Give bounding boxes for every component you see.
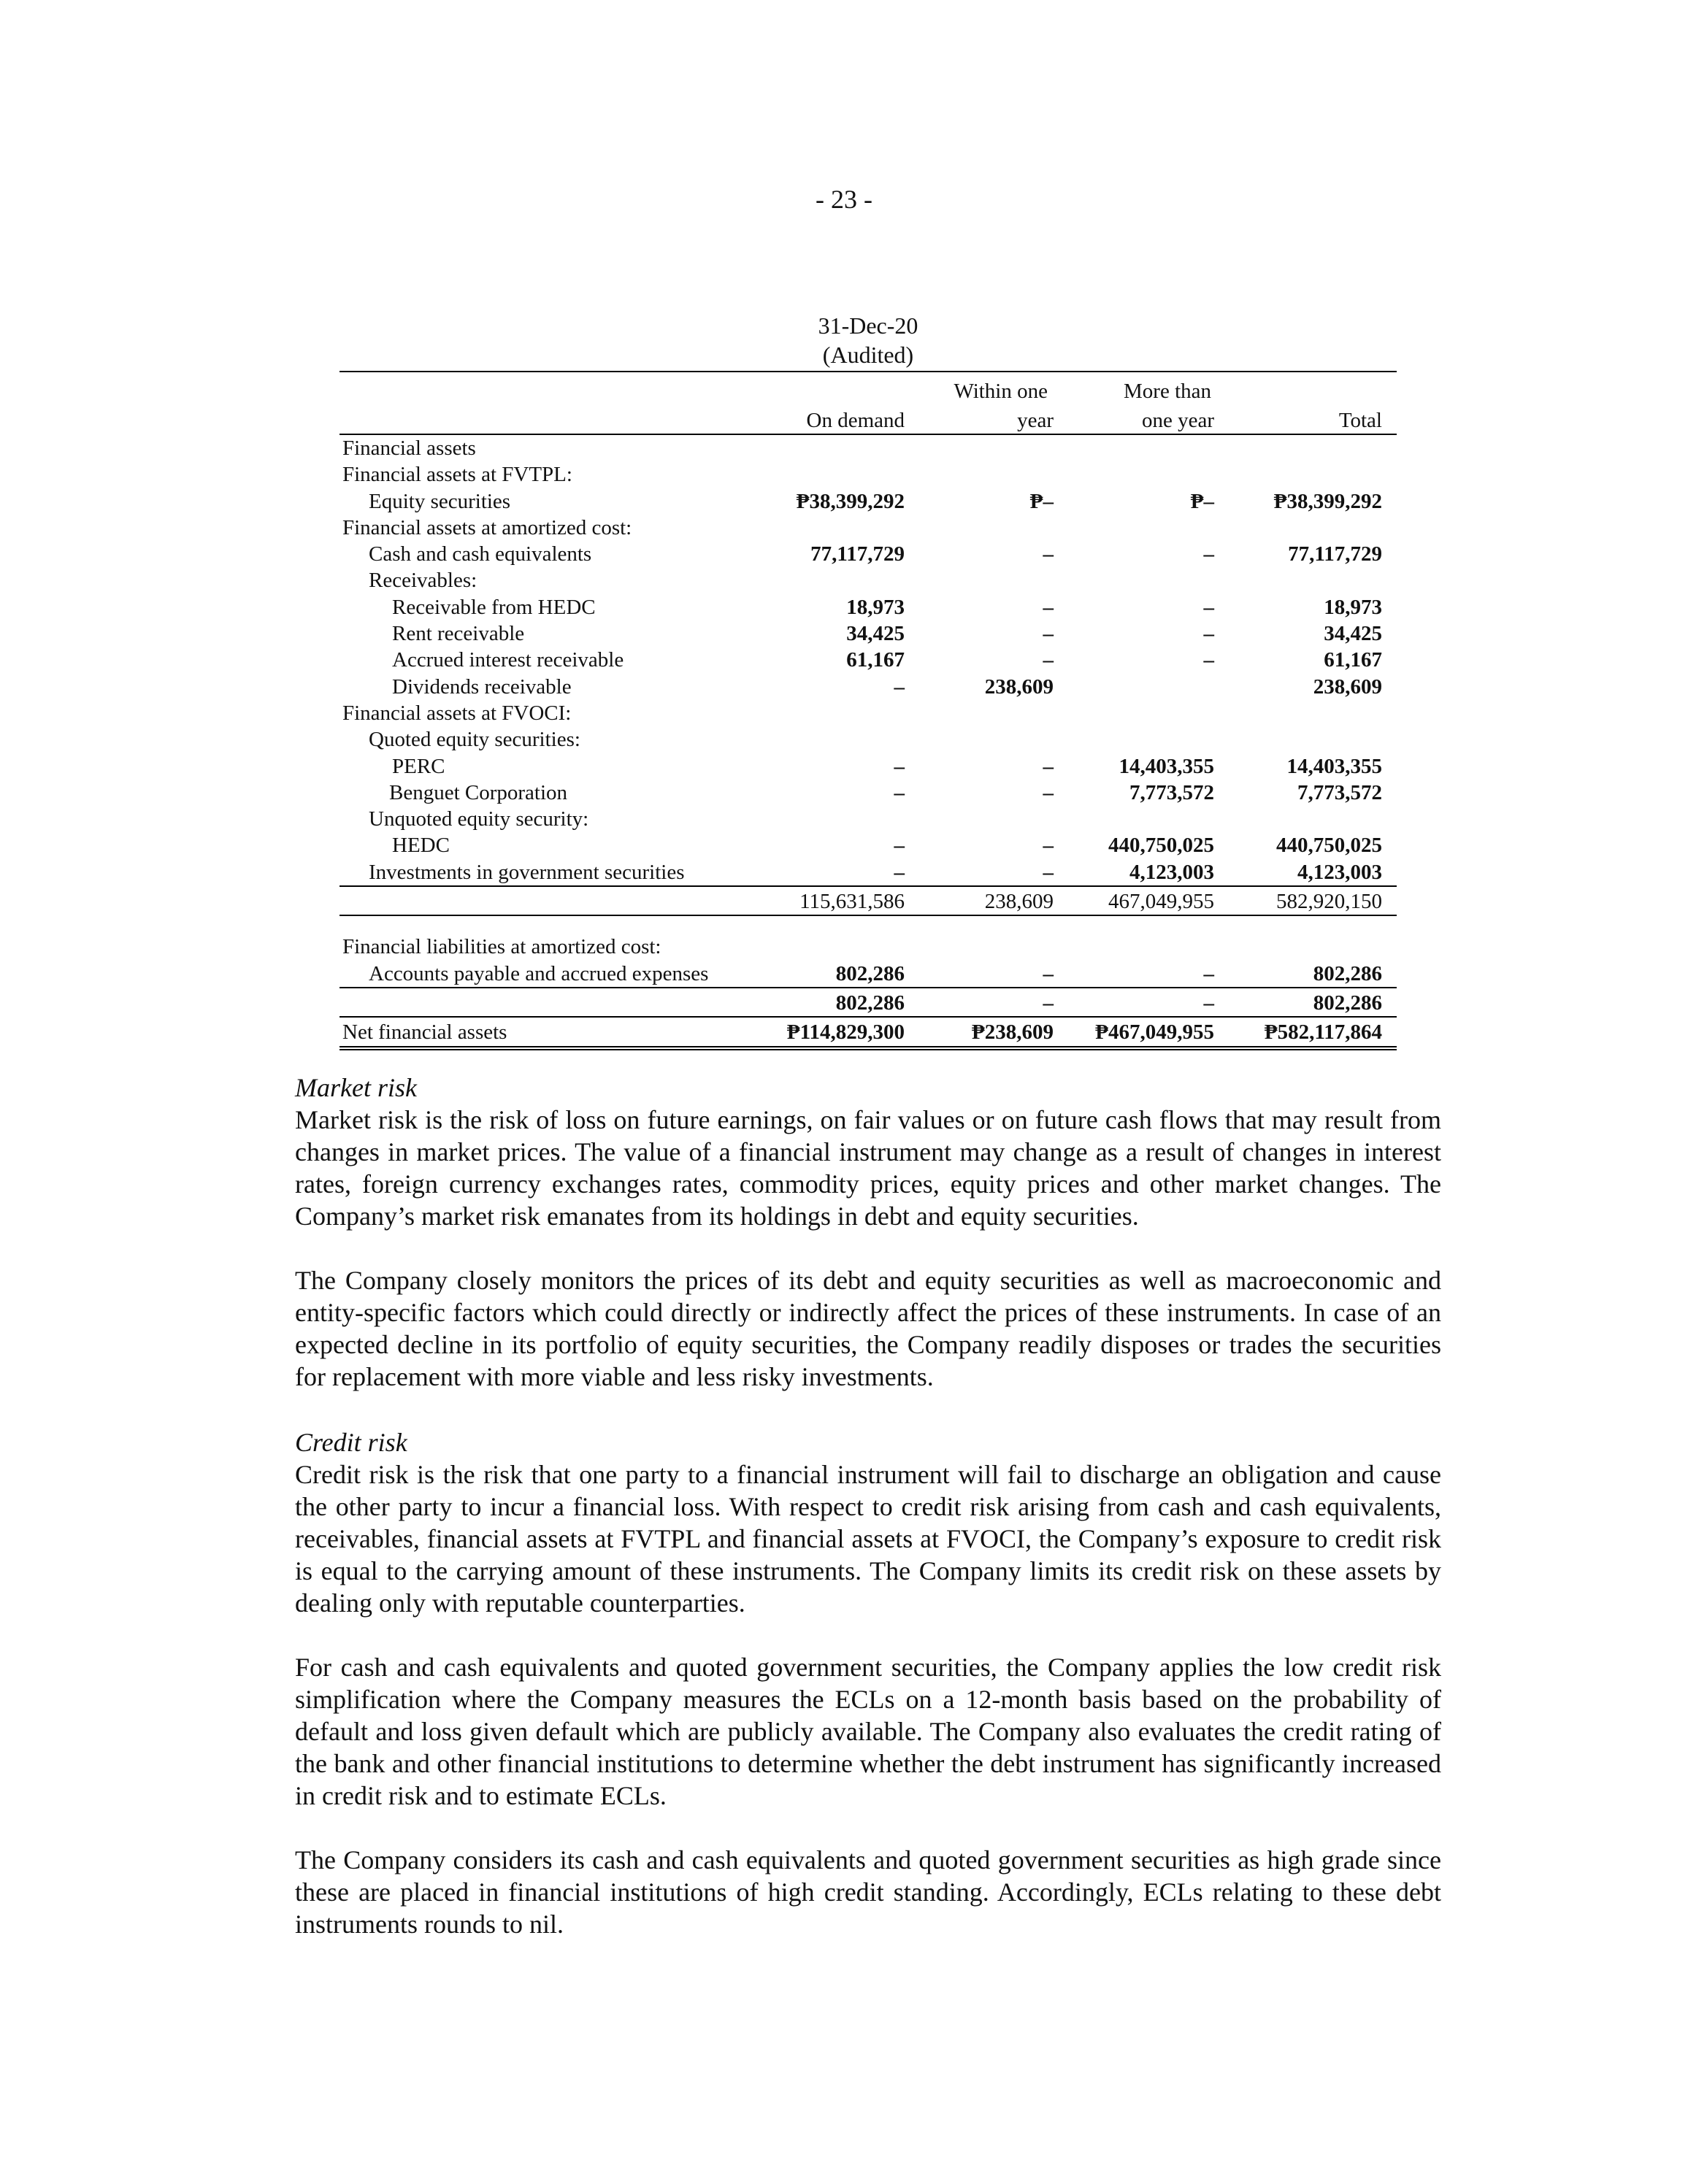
cell-total: 77,117,729 [1288,542,1382,566]
row-label: Cash and cash equivalents [369,542,592,566]
liabilities-total: 802,286 [1313,961,1382,985]
page-number: - 23 - [816,185,872,214]
cell-on-demand: – [894,860,905,884]
assets-total-more-than: 467,049,955 [1108,890,1214,914]
liab-total-total: 802,286 [1313,991,1382,1015]
cell-within-one: – [1043,754,1054,778]
table-row [339,832,1397,858]
liabilities-label: Accounts payable and accrued expenses [369,961,709,985]
cell-on-demand: – [894,754,905,778]
cell-on-demand: – [894,780,905,804]
table-row [339,806,1397,832]
liab-total-more-than: – [1203,991,1214,1015]
credit-risk-paragraph-1: Credit risk is the risk that one party to a financial instrument will fail to discharge an obligation and cause the other party to incur a financial loss. With respect to credit risk arising from cash and cash equivalents, receivables, financial assets at FVTPL and financial assets at FVOCI, the Company’s exposure to credit risk is equal to the carrying amount of these instruments. The Company limits its credit risk on these assets by dealing only with reputable counterparties. [295,1460,1441,1618]
market-risk-paragraph-1: Market risk is the risk of loss on future earnings, on fair values or on future cash flows that may result from changes in market prices. The value of a financial instrument may change as a result of changes in interest rates, foreign currency exchanges rates, commodity prices, equity prices and other market changes. The Company’s market risk emanates from its holdings in debt and equity securities. [295,1105,1441,1231]
period-label: 31-Dec-20 [818,312,918,339]
cell-more-than: – [1203,542,1214,566]
header-more-than-1: More than [1124,380,1211,403]
table-row [339,700,1397,726]
assets-total-row [339,888,1397,915]
net-total: ₱582,117,864 [1264,1020,1382,1045]
credit-risk-section [295,1426,1441,1940]
table-row [339,726,1397,753]
table-row [339,515,1397,541]
table-row [339,594,1397,620]
row-label: Benguet Corporation [389,780,568,804]
net-row [339,1019,1397,1045]
header-rule [339,371,1397,372]
net-within-one: ₱238,609 [972,1020,1054,1045]
header-within-one-2: year [1017,409,1054,432]
cell-within-one: – [1043,834,1054,858]
cell-on-demand: 77,117,729 [810,542,905,566]
credit-risk-heading: Credit risk [295,1428,407,1457]
market-risk-section [295,1072,1441,1393]
cell-total: 18,973 [1324,595,1382,619]
row-label: Accrued interest receivable [392,648,624,672]
row-label: Rent receivable [392,622,525,646]
cell-on-demand: ₱38,399,292 [796,489,905,513]
market-risk-paragraph-2: The Company closely monitors the prices of its debt and equity securities as well as macroeconomic and entity-specific factors which could directly or indirectly affect the prices of these instruments. In case of an expected decline in its portfolio of equity securities, the Company readily disposes or trades the securities for replacement with more viable and less risky investments. [295,1266,1441,1391]
assets-total-total: 582,920,150 [1276,890,1382,914]
cell-on-demand: 18,973 [846,595,905,619]
row-label: HEDC [392,834,450,858]
cell-total: 238,609 [1313,674,1382,699]
cell-within-one: – [1043,622,1054,646]
liabilities-within-one: – [1043,961,1054,985]
audited-label: (Audited) [822,342,914,368]
row-label: Dividends receivable [392,674,572,699]
cell-total: 440,750,025 [1276,834,1382,858]
net-label: Net financial assets [342,1020,507,1045]
cell-on-demand: 61,167 [846,648,905,672]
row-label: Receivable from HEDC [392,595,596,619]
table-row [339,488,1397,515]
cell-total: 7,773,572 [1297,780,1382,804]
table-row [339,674,1397,700]
table-row [339,859,1397,885]
assets-total-within-one: 238,609 [984,890,1054,914]
liabilities-more-than: – [1203,961,1214,985]
cell-within-one: – [1043,542,1054,566]
cell-within-one: – [1043,648,1054,672]
net-on-demand: ₱114,829,300 [786,1020,905,1045]
row-label: Financial assets at amortized cost: [342,515,632,539]
liabilities-heading-row [339,934,1397,960]
cell-more-than: – [1203,648,1214,672]
table-row [339,620,1397,647]
table-row [339,780,1397,806]
cell-within-one: – [1043,780,1054,804]
row-label: PERC [392,754,445,778]
liabilities-heading: Financial liabilities at amortized cost: [342,935,661,959]
credit-risk-paragraph-3: The Company considers its cash and cash equivalents and quoted government securities as high grade since these are placed in financial institutions of high credit standing. Accordingly, ECLs relating to these debt instruments rounds to nil. [295,1845,1441,1939]
cell-within-one: ₱– [1029,489,1054,513]
cell-total: 61,167 [1324,648,1382,672]
cell-on-demand: – [894,674,905,699]
liab-total-on-demand: 802,286 [835,991,905,1015]
cell-on-demand: – [894,834,905,858]
credit-risk-paragraph-2: For cash and cash equivalents and quoted government securities, the Company applies the low credit risk simplification where the Company measures the ECLs on a 12-month basis based on the probability of default and loss given default which are publicly available. The Company also evaluates the credit rating of the bank and other financial institutions to determine whether the debt instrument has significantly increased in credit risk and to estimate ECLs. [295,1653,1441,1810]
cell-more-than: 7,773,572 [1129,780,1214,804]
row-label: Unquoted equity security: [369,807,589,831]
assets-total-rule [339,915,1397,918]
row-label: Financial assets [342,437,476,460]
table-row [339,567,1397,593]
table-header [339,312,1397,435]
cell-more-than: 440,750,025 [1108,834,1214,858]
row-label: Financial assets at FVTPL: [342,463,572,487]
cell-total: 14,403,355 [1286,754,1382,778]
header-within-one-1: Within one [954,380,1048,403]
cell-total: ₱38,399,292 [1273,489,1382,513]
cell-more-than: – [1203,622,1214,646]
liabilities-total-row [339,990,1397,1016]
cell-more-than: 14,403,355 [1119,754,1214,778]
financial-assets-table [339,312,1397,1050]
cell-more-than: – [1203,595,1214,619]
liabilities-on-demand: 802,286 [835,961,905,985]
row-label: Receivables: [369,569,477,593]
row-label: Equity securities [369,489,511,513]
cell-within-one: 238,609 [984,674,1054,699]
net-double-rule [339,1046,1397,1050]
market-risk-heading: Market risk [295,1073,417,1102]
assets-total-on-demand: 115,631,586 [799,890,905,914]
table-row [339,753,1397,780]
row-label: Investments in government securities [369,860,685,884]
cell-more-than: 4,123,003 [1129,860,1214,884]
header-total: Total [1338,409,1382,432]
row-label: Financial assets at FVOCI: [342,701,572,725]
header-on-demand: On demand [806,409,905,432]
cell-on-demand: 34,425 [846,622,905,646]
table-row [339,461,1397,488]
liab-total-within-one: – [1043,991,1054,1015]
cell-more-than: ₱– [1190,489,1214,513]
cell-total: 4,123,003 [1297,860,1382,884]
cell-within-one: – [1043,860,1054,884]
net-more-than: ₱467,049,955 [1095,1020,1214,1045]
asset-rows [339,435,1397,885]
cell-total: 34,425 [1324,622,1382,646]
table-row [339,647,1397,673]
liabilities-row [339,961,1397,987]
table-row [339,541,1397,567]
table-row [339,435,1397,461]
cell-within-one: – [1043,595,1054,619]
header-more-than-2: one year [1141,409,1214,432]
row-label: Quoted equity securities: [369,728,580,752]
